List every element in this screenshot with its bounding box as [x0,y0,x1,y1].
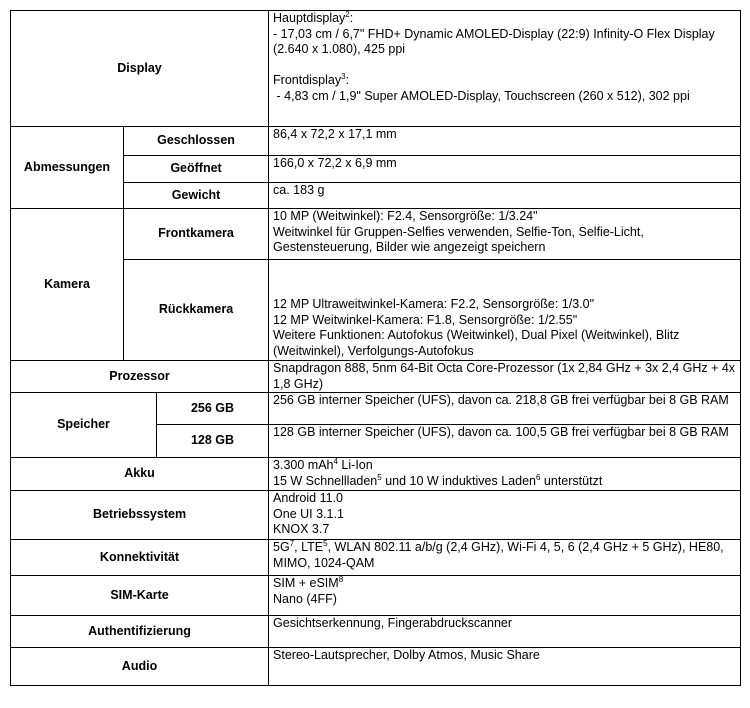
footnote-marker: 2 [345,9,350,19]
os-row [11,491,741,540]
storage-256-label: 256 GB [157,393,269,425]
os-android: Android 11.0 [273,491,343,505]
os-value [269,491,741,540]
os-label: Betriebssystem [11,491,269,540]
rear-camera-features: Weitere Funktionen: Autofokus (Weitwinkel), Dual Pixel (Weitwinkel), Blitz (Weitwinkel), Verfolgungs-Autofokus [273,328,683,358]
processor-value: Snapdragon 888, 5nm 64-Bit Octa Core-Prozessor (1x 2,84 GHz + 3x 2,4 GHz + 4x 1,8 GHz) [269,361,741,393]
front-display-desc: - 4,83 cm / 1,9" Super AMOLED-Display, Touchscreen (260 x 512), 302 ppi [273,88,690,103]
closed-value: 86,4 x 72,2 x 17,1 mm [269,127,741,156]
footnote-marker: 4 [333,456,338,466]
footnote-marker: 5 [323,538,328,548]
storage-256-value: 256 GB interner Speicher (UFS), davon ca. 218,8 GB frei verfügbar bei 8 GB RAM [269,393,741,425]
connectivity-label: Konnektivität [11,540,269,576]
auth-row [11,616,741,648]
sim-type: SIM + eSIM [273,576,339,590]
dimensions-closed-row [11,127,741,156]
display-label: Display [11,11,269,127]
sim-format: Nano (4FF) [273,591,337,606]
camera-label: Kamera [11,209,124,361]
connectivity-wlan: , WLAN 802.11 a/b/g (2,4 GHz), Wi-Fi 4, 5, 6 (2,4 GHz + 5 GHz), HE80, MIMO, 1024-QAM [273,540,724,570]
front-camera-value [269,209,741,260]
main-display-desc: - 17,03 cm / 6,7" FHD+ Dynamic AMOLED-Display (22:9) Infinity-O Flex Display (2.640 x 1.080), 425 ppi [273,26,719,56]
weight-value: ca. 183 g [269,183,741,209]
auth-label: Authentifizierung [11,616,269,648]
sim-row [11,576,741,616]
connectivity-lte: , LTE [294,540,324,554]
footnote-marker: 5 [377,472,382,482]
connectivity-row [11,540,741,576]
storage-128-value: 128 GB interner Speicher (UFS), davon ca. 100,5 GB frei verfügbar bei 8 GB RAM [269,425,741,458]
processor-label: Prozessor [11,361,269,393]
rear-camera-ultrawide: 12 MP Ultraweitwinkel-Kamera: F2.2, Sensorgröße: 1/3.0" [273,297,595,311]
battery-label: Akku [11,458,269,491]
fast-charging: 15 W Schnellladen [273,473,378,488]
footnote-marker: 7 [289,538,295,548]
sim-value [269,576,741,616]
os-knox: KNOX 3.7 [273,522,330,536]
open-label: Geöffnet [124,156,269,183]
audio-label: Audio [11,648,269,686]
battery-row [11,458,741,491]
wireless-charging: und 10 W induktives Laden [381,473,536,488]
open-value: 166,0 x 72,2 x 6,9 mm [269,156,741,183]
rear-camera-value [269,260,741,361]
front-camera-label: Frontkamera [124,209,269,260]
front-display-title: Frontdisplay [273,73,342,87]
os-oneui: One UI 3.1.1 [273,506,344,521]
connectivity-value [269,540,741,576]
rear-camera-label: Rückkamera [124,260,269,361]
spec-table [10,10,741,686]
battery-type: Li-Ion [337,458,373,472]
charging-supported: unterstützt [540,473,603,488]
footnote-marker: 6 [536,472,541,482]
storage-256-row [11,393,741,425]
front-camera-features: Weitwinkel für Gruppen-Selfies verwenden, Selfie-Ton, Selfie-Licht, Gestensteuerung, Bilder wie angezeigt speichern [273,224,648,254]
closed-label: Geschlossen [124,127,269,156]
connectivity-5g: 5G [273,540,290,554]
storage-128-label: 128 GB [157,425,269,458]
rear-camera-wide: 12 MP Weitwinkel-Kamera: F1.8, Sensorgröße: 1/2.55" [273,312,578,327]
battery-capacity: 3.300 mAh [273,458,334,472]
dimensions-label: Abmessungen [11,127,124,209]
display-row [11,11,741,127]
footnote-marker: 3 [341,71,346,81]
auth-value: Gesichtserkennung, Fingerabdruckscanner [269,616,741,648]
main-display-title: Hauptdisplay [273,11,346,25]
battery-value [269,458,741,491]
footnote-marker: 8 [338,574,344,584]
front-camera-spec: 10 MP (Weitwinkel): F2.4, Sensorgröße: 1/3.24" [273,209,538,223]
storage-label: Speicher [11,393,157,458]
display-value: Hauptdisplay$^2$: - 17,03 cm / 6,7" FHD+ Dynamic AMOLED-Display (22:9) Infinity-O Flex Display (2.640 x 1.080), 425 ppi Frontdisplay$^3$: - 4,83 cm / 1,9" Super AMOLED-Display, Touchscreen (260 x 512), 302 ppi [269,11,741,127]
weight-label: Gewicht [124,183,269,209]
camera-front-row [11,209,741,260]
audio-row [11,648,741,686]
sim-label: SIM-Karte [11,576,269,616]
audio-value: Stereo-Lautsprecher, Dolby Atmos, Music Share [269,648,741,686]
processor-row [11,361,741,393]
